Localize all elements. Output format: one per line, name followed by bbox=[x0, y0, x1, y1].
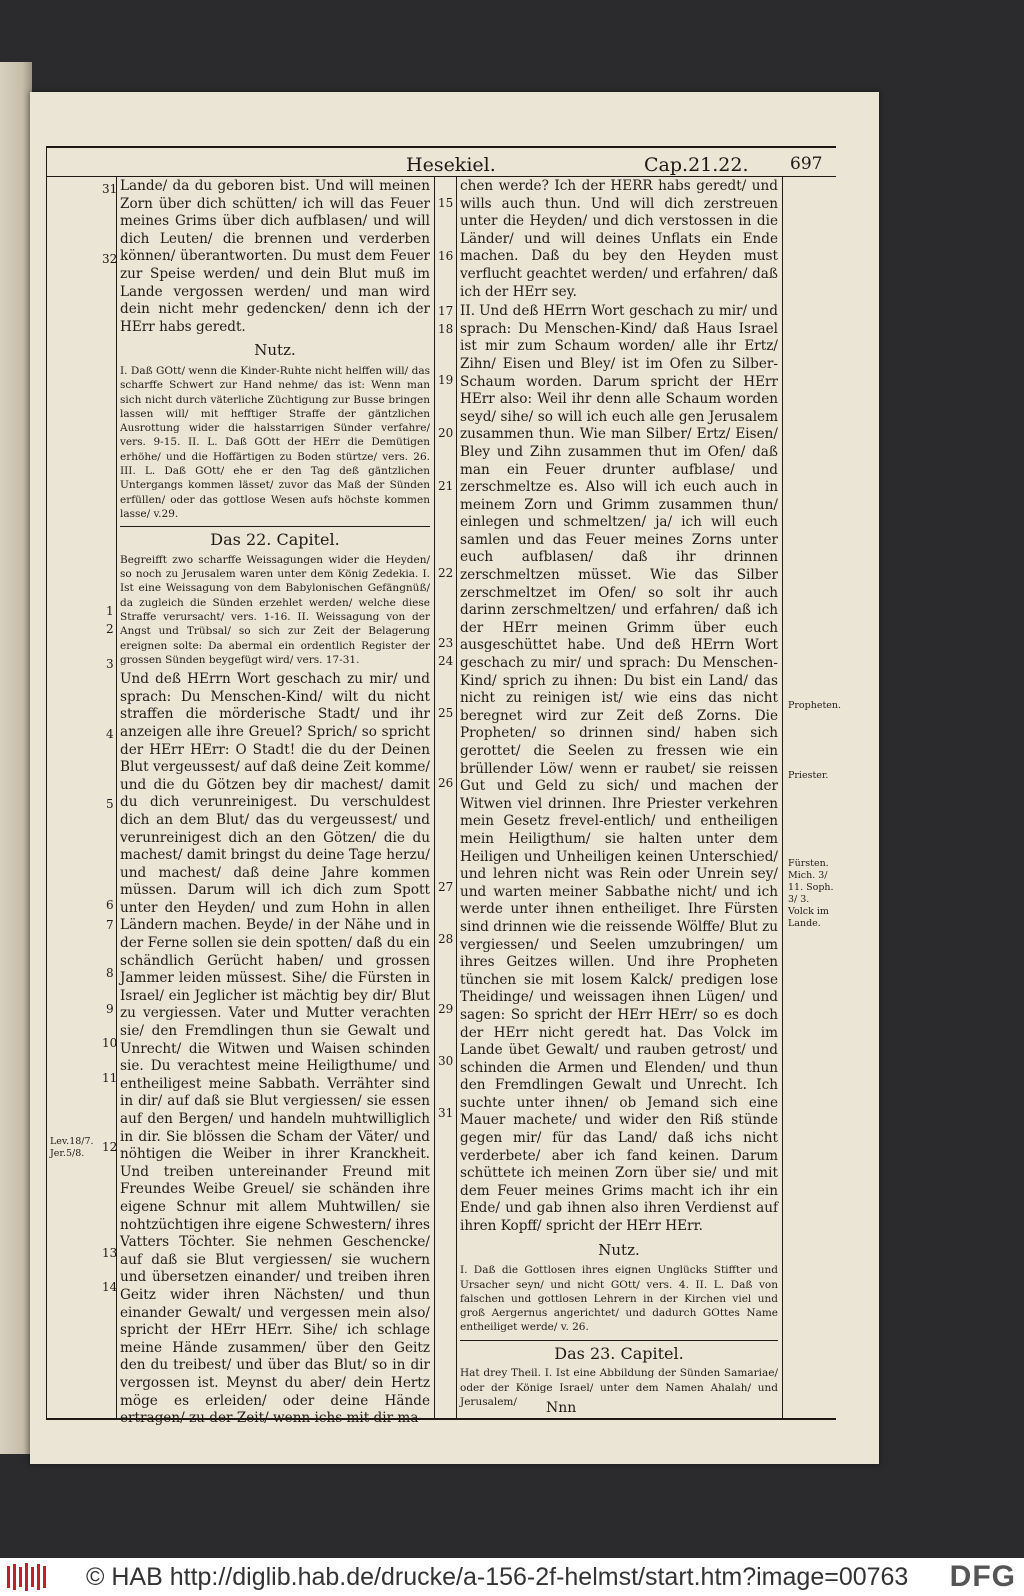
verse-number: 1 bbox=[106, 604, 114, 618]
margin-note: Fürsten. Mich. 3/ 11. Soph. 3/ 3. Volck im Lande. bbox=[788, 858, 834, 929]
nutz-heading: Nutz. bbox=[598, 1240, 640, 1259]
verse-number: 3 bbox=[106, 657, 114, 671]
verse-number: 20 bbox=[438, 426, 454, 440]
verse-number: 12 bbox=[102, 1140, 118, 1154]
verse-number: 17 bbox=[438, 304, 454, 318]
verse-text: chen werde? Ich der HERR habs geredt/ und wills auch thun. Und will dich zerstreuen unter die Heyden/ und dich verstossen in die Länder/ und will deines Unflats ein Ende machen. Daß du bey den Heyden must verflucht geachtet werden/ und erfahren/ daß ich der HErr sey. bbox=[460, 178, 778, 300]
chapter-heading: Das 23. Capitel. bbox=[554, 1343, 684, 1363]
chapter-summary: Begreifft zwo scharffe Weissagungen wider die Heyden/ so noch zu Jerusalem waren unter dem König Zedekia. I. Ist eine Weissagung von dem Babylonischen Gefängnüß/ da zugleich die Sünden erzehlet werden/ welche diese Straffe verursacht/ vers. 1-16. II. Weissagung von der Angst und Trübsal/ so sich zur Zeit der Belagerung ereignen solte: Da abermal ein ordentlich Register der grossen Sünden beygefügt wird/ vers. 17-31. bbox=[120, 553, 430, 666]
chapter-summary: Hat drey Theil. I. Ist eine Abbildung der Sünden Samariae/ oder der Könige Israel/ unter dem Namen Ahalah/ und Jerusalem/ bbox=[460, 1367, 778, 1408]
running-title: Hesekiel. bbox=[406, 154, 496, 176]
catchword: Nnn bbox=[546, 1400, 577, 1416]
chapter-ref: Cap.21.22. bbox=[644, 154, 749, 176]
section-mark: II. bbox=[460, 303, 476, 320]
verse-text: Und deß HErrn Wort geschach zu mir/ und sprach: Du Menschen-Kind/ wilt du nicht straffen die mörderische Stadt/ und ihr anzeigen alle ihre Greuel? Sprich/ so spricht der HErr HErr: O Stadt! die du der Deinen Blut vergeussest/ auf daß deine Zeit komme/ und die du Götzen bey dir machest/ damit du dich verunreinigest. Du verschuldest dich an dem Blut/ das du vergeussest/ und verunreinigest dich an den Götzen/ die du machest/ damit bringst du deine Tage herzu/ und machest/ daß deine Jahre kommen müssen. Darum will ich dich zum Spott unter den Heyden/ und zum Hohn in allen Ländern machen. Beyde/ in der Nähe und in der Ferne sollen sie dein spotten/ daß du ein schändlich Gerücht haben/ und grossen Jammer leiden müssest. Sihe/ die Fürsten in Israel/ ein Jeglicher ist mächtig bey dir/ Blut zu vergiessen. Vater und Mutter verachten sie/ den Fremdlingen thun sie Gewalt und Unrecht/ die Witwen und Waisen schinden sie. Du verachtest meine Heiligthume/ und entheiligest meine Sabbath. Verrähter sind in dir/ auf daß sie Blut vergiessen/ sie essen auf den Bergen/ und handeln muhtwilliglich in dir. Sie blössen die Scham der Väter/ und nöhtigen die Weiber in ihrer Kranckheit. Und treiben untereinander Freund mit Freundes Weibe Greuel/ sie schänden ihre eigene Schnur mit allem Muhtwillen/ sie nohtzüchtigen ihre eigene Schwestern/ ihres Vatters Töchter. Sie nehmen Geschencke/ auf daß sie Blut vergiessen/ sie wuchern und übersetzen einander/ und treiben ihren Geitz wider ihren Nächsten/ und thun einander Gewalt/ und vergessen mein also/ spricht der HErr HErr. Sihe/ ich schlage meine Hände zusammen/ über den Geitz den du treibest/ und über das Blut/ so in dir vergossen ist. Meynst du aber/ dein Hertz möge es erleiden/ oder deine Hände ertragen/ zu der Zeit/ wenn ichs mit dir ma- bbox=[120, 671, 430, 1427]
book-left-edge bbox=[0, 62, 32, 1454]
verse-number: 32 bbox=[102, 252, 118, 266]
verse-number: 25 bbox=[438, 706, 454, 720]
verse-number: 18 bbox=[438, 322, 454, 336]
verse-number: 11 bbox=[102, 1071, 118, 1085]
verse-number: 31 bbox=[102, 182, 118, 196]
dfg-logo: DFG bbox=[949, 1560, 1016, 1593]
text-frame bbox=[46, 146, 864, 1434]
margin-note: Lev.18/7. Jer.5/8. bbox=[50, 1136, 94, 1159]
verse-left-rule bbox=[116, 176, 117, 1420]
library-logo-icon bbox=[6, 1562, 48, 1592]
chapter-heading: Das 22. Capitel. bbox=[210, 530, 340, 550]
verse-number: 15 bbox=[438, 196, 454, 210]
footer-bar bbox=[0, 1558, 1024, 1596]
outer-left-rule bbox=[46, 146, 47, 1420]
nutz-heading: Nutz. bbox=[254, 341, 296, 360]
verse-number: 9 bbox=[106, 1002, 114, 1016]
verse-number: 13 bbox=[102, 1246, 118, 1260]
copyright-url[interactable]: © HAB http://diglib.hab.de/drucke/a-156-2f-helmst/start.htm?image=00763 bbox=[86, 1562, 909, 1591]
verse-text: Lande/ da du geboren bist. Und will meinen Zorn über dich schütten/ ich will das Feuer meines Grims über dich aufblasen/ und will dich Leuten/ die brennen und verderben können/ überantworten. Du must dem Feuer zur Speise werden/ und dein Blut muß im Lande vergossen werden/ und man wird dein nicht mehr gedencken/ denn ich der HErr habs geredt. bbox=[120, 178, 430, 335]
nutz-text: I. Daß GOtt/ wenn die Kinder-Ruhte nicht helffen will/ das scharffe Schwert zur Hand nehme/ das ist: Wenn man sich nicht durch väterliche Züchtigung zur Busse bringen lassen will/ mit hefftiger Straffe der gäntzlichen Ausrottung wider die halsstarrigen Sünder verfahre/ vers. 9-15. II. L. Daß GOtt der HErr die Demütigen erhöhe/ und die Hoffärtigen zu Boden stürtze/ vers. 26. III. L. Daß GOtt/ ehe er den Tag deß gäntzlichen Untergangs kommen lässet/ zuvor das Maß der Sünden erfüllen/ oder das gottlose Wesen aufs höchste kommen lasse/ v.29. bbox=[120, 364, 430, 520]
margin-note: Propheten. bbox=[788, 700, 842, 711]
divider bbox=[460, 1340, 778, 1341]
margin-note: Priester. bbox=[788, 770, 829, 781]
verse-text: Und deß HErrn Wort geschach zu mir/ und sprach: Du Menschen-Kind/ daß Haus Israel ist mir zum Schaum worden/ alle ihr Ertz/ Zihn/ Eisen und Bley/ ist im Ofen zu Silber-Schaum worden. Darum spricht der HErr HErr also: Weil ihr denn alle Schaum worden seyd/ sihe/ so will ich euch alle gen Jerusalem zusammen thun. Wie man Silber/ Ertz/ Eisen/ Bley und Zihn zusammen thut im Ofen/ daß man ein Feuer drunter aufblase/ und zerschmeltze es. Also will ich euch auch in meinem Zorn und Grimm zusammen thun/ einlegen und schmeltzen/ ja/ ich will euch samlen und das Feuer meines Zorns unter euch aufblasen/ daß ihr drinnen zerschmeltzen müsset. Wie das Silber zerschmeltzet im Ofen/ so solt ihr auch darinn zerschmeltzen/ und erfahren/ daß ich der HErr meinen Grimm über euch ausgeschüttet habe. Und deß HErrn Wort geschach zu mir/ und sprach: Du Menschen-Kind/ sprich zu ihnen: Du bist ein Land/ das nicht zu reinigen ist/ wie eins das nicht beregnet wird zur Zeit deß Zorns. Die Propheten/ so drinnen sind/ haben sich gerottet/ die Seelen zu fressen wie ein brüllender Löw/ wenn er raubet/ sie reissen Gut und Geld zu sich/ und machen der Witwen viel drinnen. Ihre Priester verkehren mein Gesetz frevel-entlich/ und entheiligen mein Heiligthum/ sie halten unter dem Heiligen und Unheiligen keinen Unterschied/ und lehren nicht was Rein oder Unrein sey/ und warten meiner Sabbathe nicht/ und ich werde unter ihnen entheiliget. Ihre Fürsten sind drinnen wie die reissende Wölffe/ Blut zu vergiessen/ und Seelen umzubringen/ um ihres Geitzes willen. Und ihre Propheten tünchen sie mit losem Kalck/ predigen lose Theidinge/ und weissagen ihnen Lügen/ und sagen: So spricht der HErr HErr/ so es doch der HErr nicht geredt hat. Das Volck im Lande übet Gewalt/ und rauben getrost/ und schinden die Armen und Elenden/ und thun den Fremdlingen Gewalt und Unrecht. Ich suchte unter ihnen/ ob Jemand sich eine Mauer machete/ und wider den Riß stünde gegen mir/ für das Land/ daß ichs nicht verderbete/ aber ich fand keinen. Darum schüttete ich meinen Zorn über sie/ und mit dem Feuer meines Grims macht ich ihr ein Ende/ und gab ihnen also ihren Verdienst auf ihren Kopff/ spricht der HErr HErr. bbox=[460, 303, 778, 1235]
center-rule bbox=[434, 176, 435, 1420]
verse-number: 14 bbox=[102, 1280, 118, 1294]
page-number: 697 bbox=[790, 154, 823, 174]
verse-number: 21 bbox=[438, 479, 454, 493]
verse-number: 8 bbox=[106, 966, 114, 980]
verse-number: 2 bbox=[106, 622, 114, 636]
nutz-text: I. Daß die Gottlosen ihres eignen Unglücks Stiffter und Ursacher seyn/ und nicht GOtt/ vers. 4. II. L. Daß von falschen und gottlosen Lehrern in der Kirchen viel und groß Aergernus angerichtet/ und dadurch GOttes Name entheiliget werde/ v. 26. bbox=[460, 1264, 778, 1334]
book-page bbox=[30, 92, 879, 1464]
verse-number: 26 bbox=[438, 776, 454, 790]
verse-number: 10 bbox=[102, 1036, 118, 1050]
verse-number: 16 bbox=[438, 249, 454, 263]
verse-number: 28 bbox=[438, 932, 454, 946]
verse-number: 7 bbox=[106, 918, 114, 932]
verse-number: 23 bbox=[438, 636, 454, 650]
verse-number: 31 bbox=[438, 1106, 454, 1120]
left-column bbox=[120, 178, 430, 1428]
verse-number: 30 bbox=[438, 1054, 454, 1068]
center-rule-2 bbox=[456, 176, 457, 1420]
verse-number: 27 bbox=[438, 880, 454, 894]
verse-number: 4 bbox=[106, 727, 114, 741]
verse-number: 6 bbox=[106, 898, 114, 912]
right-rule bbox=[782, 176, 783, 1420]
top-rule bbox=[46, 146, 836, 148]
right-column bbox=[460, 178, 778, 1409]
verse-number: 29 bbox=[438, 1002, 454, 1016]
verse-number: 24 bbox=[438, 654, 454, 668]
verse-number: 22 bbox=[438, 566, 454, 580]
verse-number: 5 bbox=[106, 797, 114, 811]
verse-number: 19 bbox=[438, 373, 454, 387]
divider bbox=[120, 526, 430, 527]
